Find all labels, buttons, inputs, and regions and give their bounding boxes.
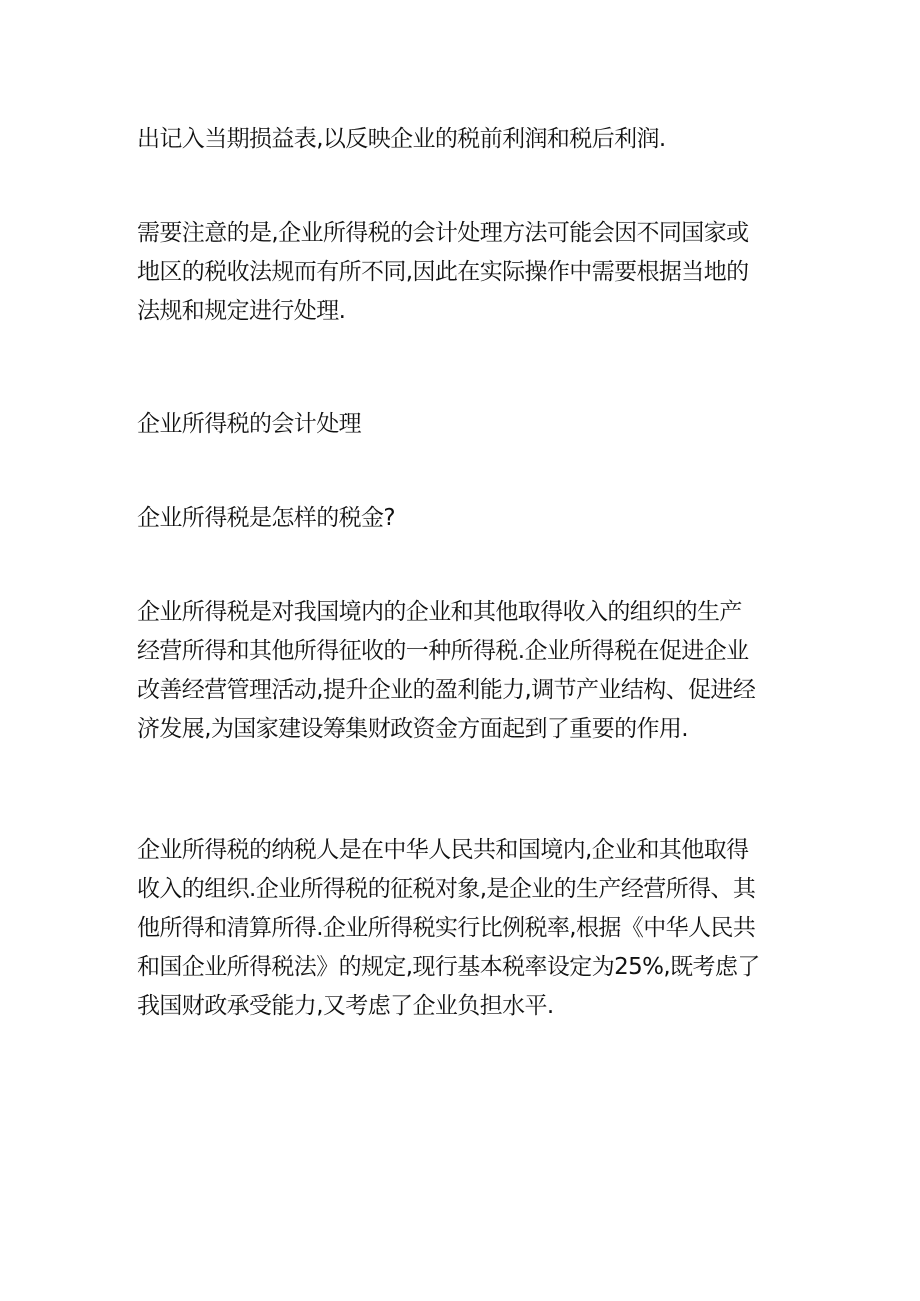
paragraph-taxpayer [137, 831, 797, 1026]
text-line: 经营所得和其他所得征收的一种所得税.企业所得税在促进企业 [137, 638, 749, 664]
heading-line: 企业所得税是怎样的税金? [137, 505, 396, 531]
heading-line: 企业所得税的会计处理 [137, 411, 362, 437]
paragraph-definition [137, 593, 797, 749]
text-line: 企业所得税是对我国境内的企业和其他取得收入的组织的生产 [137, 599, 742, 625]
text-line: 企业所得税的纳税人是在中华人民共和国境内,企业和其他取得 [137, 837, 749, 863]
text-line: 济发展,为国家建设筹集财政资金方面起到了重要的作用. [137, 716, 689, 742]
text-line: 出记入当期损益表,以反映企业的税前利润和税后利润. [137, 126, 666, 152]
text-line: 改善经营管理活动,提升企业的盈利能力,调节产业结构、促进经 [137, 677, 756, 703]
paragraph-intro-continuation [137, 120, 797, 159]
text-line: 和国企业所得税法》的规定,现行基本税率设定为25%,既考虑了 [137, 954, 760, 980]
text-line: 法规和规定进行处理. [137, 298, 346, 324]
text-line: 我国财政承受能力,又考虑了企业负担水平. [137, 993, 554, 1019]
text-line: 他所得和清算所得.企业所得税实行比例税率,根据《中华人民共 [137, 915, 756, 941]
text-line: 地区的税收法规而有所不同,因此在实际操作中需要根据当地的 [137, 259, 749, 285]
text-line: 收入的组织.企业所得税的征税对象,是企业的生产经营所得、其 [137, 876, 756, 902]
text-line: 需要注意的是,企业所得税的会计处理方法可能会因不同国家或 [137, 220, 749, 246]
paragraph-note [137, 214, 797, 331]
question-heading [137, 499, 797, 538]
section-heading [137, 405, 797, 444]
